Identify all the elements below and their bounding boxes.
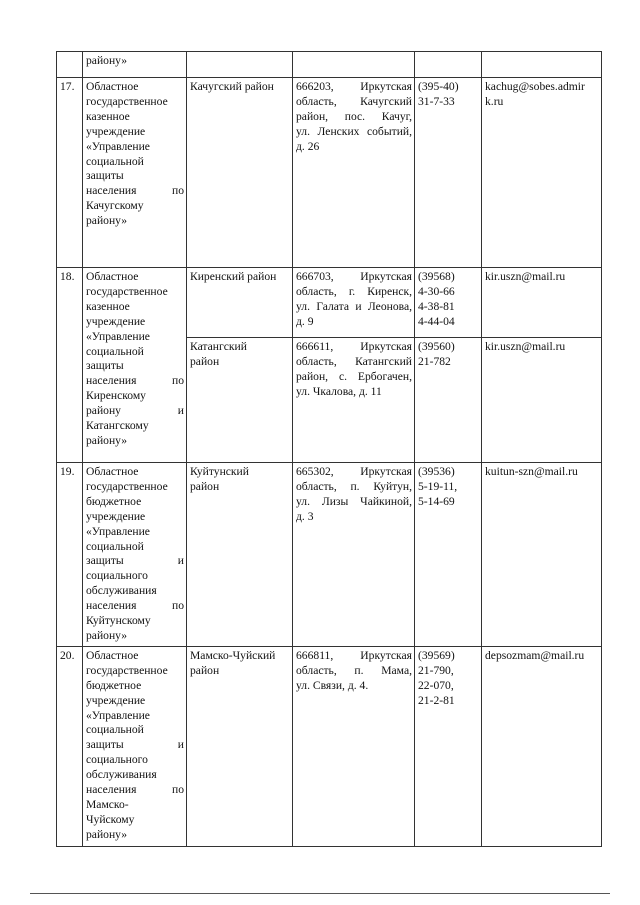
phone-cell (415, 268, 482, 338)
organization-line: Чуйскому (86, 812, 135, 826)
address-cell (293, 646, 415, 846)
organization-line: населения по (86, 184, 184, 198)
address-line: область, г. Киренск, (296, 284, 412, 298)
phone-cell (415, 78, 482, 268)
organization-line: защиты и (86, 738, 184, 752)
address-line: область, Катангский (296, 354, 412, 368)
phone-line: 21-782 (418, 354, 451, 368)
address-line: ул. Галата и Леонова, (296, 299, 412, 313)
organization-cell (83, 268, 187, 463)
address-line: область, п. Куйтун, (296, 479, 412, 493)
organization-line: учреждение (86, 693, 146, 707)
organization-line: обслуживания (86, 584, 157, 598)
organization-line: социального (86, 569, 148, 583)
district-line: Качугский район (190, 80, 274, 93)
address-line: ул. Ленских событий, (296, 124, 412, 138)
phone-line: 22-070, (418, 678, 454, 692)
district-line: Мамско-Чуйский (190, 648, 276, 662)
district-line: район (190, 354, 220, 368)
organization-line: Киренскому (86, 389, 146, 403)
organization-line: государственное (86, 94, 168, 108)
phone-line: (395-40) (418, 80, 459, 93)
organization-line: «Управление (86, 524, 150, 538)
address-line: д. 26 (296, 139, 320, 153)
address-line: 666811, Иркутская (296, 648, 412, 662)
district-line: район (190, 479, 220, 493)
organization-line: социальной (86, 723, 144, 737)
address-line: д. 9 (296, 314, 314, 328)
email-cell (482, 78, 602, 268)
address-line: д. 3 (296, 509, 314, 523)
district-cell (187, 268, 293, 338)
table-row (57, 268, 602, 338)
email-line[interactable]: k.ru (485, 94, 504, 108)
address-line: область, Качугский (296, 94, 412, 108)
social-services-table (56, 51, 602, 847)
organization-line: Областное (86, 80, 139, 93)
email-cell (482, 463, 602, 647)
organization-line: «Управление (86, 139, 150, 153)
number-cell: 20. (57, 646, 83, 846)
organization-cell (83, 646, 187, 846)
phone-cell (415, 338, 482, 463)
organization-line: району» (86, 214, 128, 228)
phone-cell (415, 463, 482, 647)
number-cell: 19. (57, 463, 83, 647)
phone-line: 21-790, (418, 663, 454, 677)
organization-line: Мамско- (86, 797, 129, 811)
organization-line: району» (86, 628, 128, 642)
organization-line: бюджетное (86, 678, 142, 692)
organization-line: социальной (86, 539, 144, 553)
organization-line: учреждение (86, 124, 146, 138)
phone-line: 4-38-81 (418, 299, 455, 313)
phone-line: (39568) (418, 270, 455, 283)
organization-line: Катангскому (86, 419, 149, 433)
table-row (57, 78, 602, 268)
phone-line: (39569) (418, 648, 455, 662)
organization-cell (83, 78, 187, 268)
organization-line: обслуживания (86, 768, 157, 782)
district-cell (187, 463, 293, 647)
organization-line: району» (86, 54, 128, 67)
district-cell (187, 52, 293, 78)
address-cell (293, 268, 415, 338)
phone-cell (415, 646, 482, 846)
organization-line: государственное (86, 479, 168, 493)
address-line: 666611, Иркутская (296, 340, 412, 353)
organization-line: населения по (86, 599, 184, 613)
district-line: Киренский район (190, 270, 277, 283)
address-line: район, пос. Качуг, (296, 109, 412, 123)
district-line: Катангский (190, 340, 247, 353)
organization-line: учреждение (86, 314, 146, 328)
organization-line: бюджетное (86, 494, 142, 508)
district-cell (187, 338, 293, 463)
phone-line: 5-14-69 (418, 494, 455, 508)
organization-line: «Управление (86, 329, 150, 343)
table-row (57, 646, 602, 846)
phone-line: 31-7-33 (418, 94, 455, 108)
table-body (57, 52, 602, 847)
organization-line: государственное (86, 663, 168, 677)
organization-line: защиты (86, 359, 124, 373)
organization-line: «Управление (86, 708, 150, 722)
address-line: область, п. Мама, (296, 663, 412, 677)
organization-line: населения по (86, 783, 184, 797)
continuation-row (57, 52, 602, 78)
organization-line: учреждение (86, 509, 146, 523)
district-cell (187, 646, 293, 846)
district-cell (187, 78, 293, 268)
organization-line: социального (86, 753, 148, 767)
address-line: 666203, Иркутская (296, 80, 412, 93)
email-cell (482, 338, 602, 463)
organization-line: казенное (86, 109, 130, 123)
phone-line: 21-2-81 (418, 693, 455, 707)
address-line: ул. Чкалова, д. 11 (296, 384, 382, 398)
email-line[interactable]: kuitun-szn@mail.ru (485, 465, 578, 478)
address-line: район, с. Ербогачен, (296, 369, 412, 383)
address-line: 666703, Иркутская (296, 270, 412, 283)
organization-line: Областное (86, 465, 139, 478)
organization-line: району» (86, 433, 128, 447)
number-cell (57, 52, 83, 78)
phone-line: 5-19-11, (418, 479, 458, 493)
organization-line: казенное (86, 299, 130, 313)
number-cell: 17. (57, 78, 83, 268)
organization-line: Областное (86, 648, 139, 662)
organization-line: району» (86, 827, 128, 841)
organization-line: Качугскому (86, 199, 144, 213)
address-line: 665302, Иркутская (296, 465, 412, 478)
organization-line: государственное (86, 284, 168, 298)
address-cell (293, 338, 415, 463)
number-cell: 18. (57, 268, 83, 463)
email-cell (482, 268, 602, 338)
table-row (57, 463, 602, 647)
address-line: ул. Связи, д. 4. (296, 678, 369, 692)
organization-cell (83, 463, 187, 647)
address-cell (293, 463, 415, 647)
organization-cell (83, 52, 187, 78)
organization-line: социальной (86, 344, 144, 358)
email-line[interactable]: depsozmam@mail.ru (485, 648, 585, 662)
email-line[interactable]: kachug@sobes.admir (485, 80, 585, 93)
organization-line: Куйтунскому (86, 614, 151, 628)
phone-line: 4-30-66 (418, 284, 455, 298)
organization-line: населения по (86, 374, 184, 388)
address-line: ул. Лизы Чайкиной, (296, 494, 412, 508)
organization-line: социальной (86, 154, 144, 168)
footer-divider (30, 893, 610, 894)
organization-line: защиты (86, 169, 124, 183)
email-cell (482, 646, 602, 846)
phone-line: 4-44-04 (418, 314, 455, 328)
phone-line: (39560) (418, 340, 455, 353)
organization-line: району и (86, 404, 184, 418)
district-line: Куйтунский (190, 465, 249, 478)
email-line[interactable]: kir.uszn@mail.ru (485, 270, 566, 283)
email-cell (482, 52, 602, 78)
address-cell (293, 52, 415, 78)
phone-cell (415, 52, 482, 78)
organization-line: защиты и (86, 554, 184, 568)
email-line[interactable]: kir.uszn@mail.ru (485, 340, 566, 353)
district-line: район (190, 663, 220, 677)
organization-line: Областное (86, 270, 139, 283)
phone-line: (39536) (418, 465, 455, 478)
address-cell (293, 78, 415, 268)
